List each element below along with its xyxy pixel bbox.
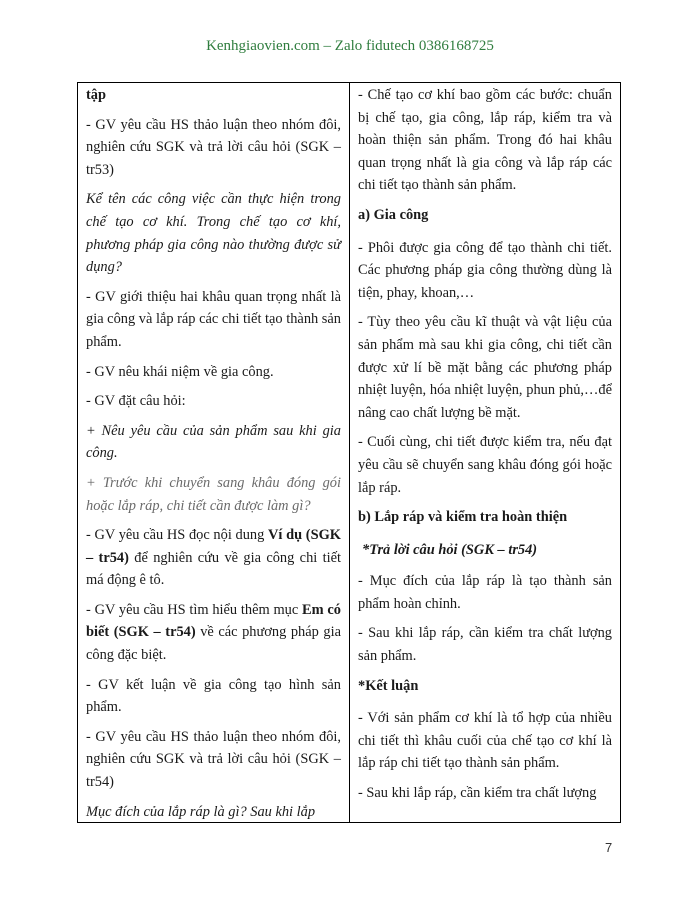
left-p9-b: Ví dụ (SGK – tr54) — [86, 527, 341, 566]
lesson-table — [77, 82, 621, 823]
right-p7: - Với sản phẩm cơ khí là tổ hợp của nhiều chi tiết thì khâu cuối của chế tạo cơ khí là lắp ráp chi tiết tạo thành sản phẩm. — [358, 710, 612, 772]
left-p5: - GV nêu khái niệm về gia công. — [86, 363, 274, 380]
left-p10 — [86, 599, 341, 667]
right-answer-heading: *Trả lời câu hỏi (SGK – tr54) — [362, 541, 538, 558]
student-product-column — [350, 83, 620, 822]
left-p1: tập — [86, 87, 106, 103]
left-p2: - GV yêu cầu HS thảo luận theo nhóm đôi, nghiên cứu SGK và trả lời câu hỏi (SGK – tr53) — [86, 116, 341, 178]
left-p9-a: - GV yêu cầu HS đọc nội dung — [86, 527, 269, 544]
left-p9-c: để nghiên cứu về gia công chi tiết má động ê tô. — [86, 549, 342, 589]
left-p11: - GV kết luận về gia công tạo hình sản phẩm. — [86, 676, 341, 716]
left-p3: Kể tên các công việc cần thực hiện trong chế tạo cơ khí. Trong chế tạo cơ khí, phương pháp gia công nào thường được sử dụng? — [86, 191, 341, 276]
left-p9 — [86, 524, 341, 592]
left-p4: - GV giới thiệu hai khâu quan trọng nhất là gia công và lắp ráp các chi tiết tạo thành sản phẩm. — [86, 288, 341, 350]
right-p8: - Sau khi lắp ráp, cần kiểm tra chất lượng — [358, 785, 597, 802]
page-header: Kenhgiaovien.com – Zalo fidutech 0386168725 — [206, 38, 494, 54]
left-p6: - GV đặt câu hỏi: — [86, 393, 186, 410]
right-p3: - Tùy theo yêu cầu kĩ thuật và vật liệu của sản phẩm mà sau khi gia công, chi tiết cần được xử lí bề mặt bằng các phương pháp nhiệt luyện, hóa nhiệt luyện, phun phủ,…để nâng cao chất lượng bề mặt. — [358, 314, 612, 421]
right-p6: - Sau khi lắp ráp, cần kiểm tra chất lượng sản phẩm. — [358, 625, 612, 665]
right-p1: - Chế tạo cơ khí bao gồm các bước: chuẩn bị chế tạo, gia công, lắp ráp, kiểm tra và hoàn thiện sản phẩm. Trong đó hai khâu quan trọng nhất là gia công và lắp ráp các chi tiết tạo thành sản phẩm. — [358, 87, 612, 194]
left-p10-a: - GV yêu cầu HS tìm hiểu thêm mục — [86, 601, 303, 618]
left-p10-b: Em có biết (SGK – tr54) — [86, 601, 341, 641]
left-p12: - GV yêu cầu HS thảo luận theo nhóm đôi, nghiên cứu SGK và trả lời câu hỏi (SGK – tr54) — [86, 728, 341, 791]
right-p4: - Cuối cùng, chi tiết được kiểm tra, nếu đạt yêu cầu sẽ chuyển sang khâu đóng gói hoặc lắp ráp. — [358, 434, 612, 496]
teacher-activity-column — [78, 83, 349, 822]
right-conclusion-heading: *Kết luận — [358, 677, 419, 694]
left-p7: + Nêu yêu cầu của sản phẩm sau khi gia công. — [86, 422, 341, 462]
right-heading-b: b) Lắp ráp và kiểm tra hoàn thiện — [358, 509, 568, 526]
page-number: 7 — [605, 840, 613, 855]
right-heading-a: a) Gia công — [358, 206, 429, 223]
left-p13: Mục đích của lắp ráp là gì? Sau khi lắp — [86, 803, 316, 820]
left-p10-c: về các phương pháp gia công đặc biệt. — [86, 624, 341, 664]
right-p5: - Mục đích của lắp ráp là tạo thành sản phẩm hoàn chỉnh. — [358, 573, 612, 612]
left-p8: + Trước khi chuyển sang khâu đóng gói hoặc lắp ráp, chi tiết cần được làm gì? — [86, 474, 341, 514]
right-p2: - Phôi được gia công để tạo thành chi tiết. Các phương pháp gia công thường dùng là tiện, phay, khoan,… — [358, 239, 612, 301]
